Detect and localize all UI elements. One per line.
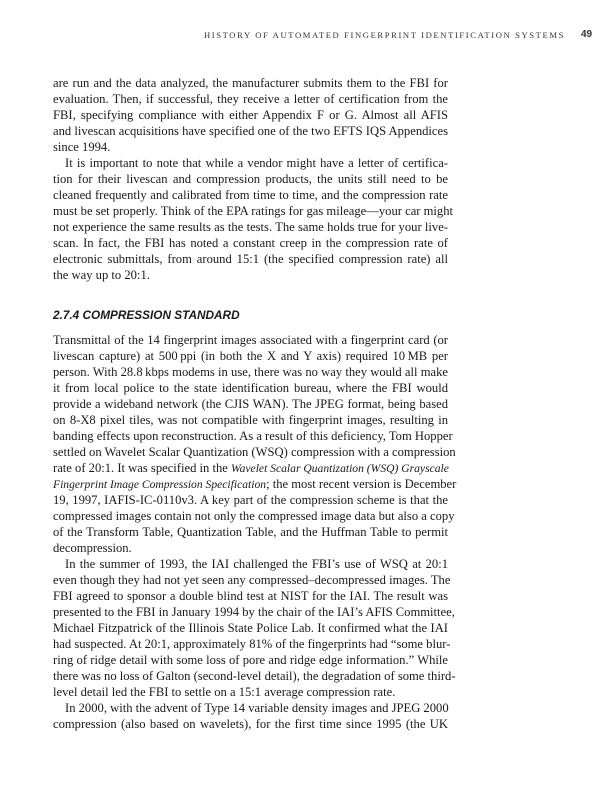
text-run: level detail led the FBI to settle on a 15:1 average compression rate.: [53, 685, 396, 699]
text-run: In the summer of 1993, the IAI challenged the FBI’s use of WSQ at 20:1: [65, 557, 448, 571]
paragraph: [53, 155, 454, 283]
text-line: [53, 460, 448, 476]
text-line: [53, 508, 455, 524]
text-line: [53, 588, 448, 604]
text-line: [53, 556, 448, 572]
text-line: [53, 572, 451, 588]
text-run: banding effects upon reconstruction. As a result of this deficiency, Tom Hopper: [53, 429, 453, 443]
text-line: [53, 700, 448, 716]
text-run: cleaned frequently and calibrated from time to time, and the compression rate: [53, 188, 448, 202]
text-line: [53, 187, 448, 203]
text-line: [53, 636, 451, 652]
text-run: person. With 28.8 kbps modems in use, there was no way they would all make: [53, 365, 448, 379]
text-run: provide a wideband network (the CJIS WAN). The JPEG format, being based: [53, 397, 448, 411]
text-line: [53, 684, 448, 700]
text-run: the way up to 20:1.: [53, 268, 150, 282]
text-run: ; the most recent version is December: [266, 477, 457, 491]
text-run: scan. In fact, the FBI has noted a constant creep in the compression rate of: [53, 236, 448, 250]
section-heading: 2.7.4 COMPRESSION STANDARD: [53, 308, 240, 322]
text-line: [53, 364, 448, 380]
text-run: not experience the same results as the tests. The same holds true for your live-: [53, 220, 448, 234]
text-line: [53, 203, 454, 219]
text-line: [53, 171, 448, 187]
text-line: [53, 540, 448, 556]
body-text-top: [53, 75, 454, 283]
text-run: since 1994.: [53, 140, 111, 154]
text-run: it from local police to the state identification bureau, where the FBI would: [53, 381, 448, 395]
text-line: [53, 412, 448, 428]
text-run: and livescan acquisitions have specified one of the two EFTS IQS Appendices: [53, 124, 448, 138]
text-run: compression (also based on wavelets), for the first time since 1995 (the UK: [53, 717, 448, 731]
text-line: [53, 444, 456, 460]
paragraph: [53, 700, 448, 732]
paragraph: [53, 556, 456, 700]
text-line: [53, 267, 448, 283]
text-line: [53, 668, 456, 684]
text-run: It is important to note that while a vendor might have a letter of certifica-: [65, 156, 448, 170]
text-line: [53, 91, 448, 107]
text-run: even though they had not yet seen any compressed–decompressed images. The: [53, 573, 451, 587]
text-line: [53, 107, 448, 123]
italic-title: Wavelet Scalar Quantization (WSQ) Grayscale: [231, 462, 449, 475]
text-line: [53, 332, 448, 348]
text-run: tion for their livescan and compression products, the units still need to be: [53, 172, 448, 186]
text-run: evaluation. Then, if successful, they receive a letter of certification from the: [53, 92, 448, 106]
text-run: In 2000, with the advent of Type 14 variable density images and JPEG 2000: [65, 701, 449, 715]
text-run: are run and the data analyzed, the manufacturer submits them to the FBI for: [53, 76, 448, 90]
text-run: presented to the FBI in January 1994 by the chair of the IAI’s AFIS Committee,: [53, 605, 455, 619]
text-run: settled on Wavelet Scalar Quantization (WSQ) compression with a compression: [53, 445, 456, 459]
text-run: FBI, specifying compliance with either Appendix F or G. Almost all AFIS: [53, 108, 448, 122]
text-run: there was no loss of Galton (second-level detail), the degradation of some third-: [53, 669, 456, 683]
text-run: 19, 1997, IAFIS-IC-0110v3. A key part of the compression scheme is that the: [53, 493, 448, 507]
text-line: [53, 604, 455, 620]
text-run: on 8-X8 pixel tiles, was not compatible with fingerprint images, resulting in: [53, 413, 448, 427]
text-run: livescan capture) at 500 ppi (in both the X and Y axis) required 10 MB per: [53, 349, 448, 363]
text-line: [53, 716, 448, 732]
italic-title: Fingerprint Image Compression Specification: [53, 478, 267, 491]
text-run: rate of 20:1. It was specified in the: [53, 461, 232, 475]
text-run: ring of ridge detail with some loss of pore and ridge edge information.” While: [53, 653, 448, 667]
text-run: Transmittal of the 14 fingerprint images associated with a fingerprint card (or: [53, 333, 448, 347]
text-run: FBI agreed to sponsor a double blind test at NIST for the IAI. The result was: [53, 589, 448, 603]
paragraph: [53, 75, 448, 155]
paragraph: [53, 332, 457, 556]
text-run: must be set properly. Think of the EPA ratings for gas mileage—your car might: [53, 204, 454, 218]
text-run: decompression.: [53, 541, 132, 555]
text-line: [53, 380, 448, 396]
text-line: [53, 219, 448, 235]
body-text-bottom: [53, 332, 457, 732]
text-line: [53, 428, 453, 444]
text-line: [53, 123, 448, 139]
text-run: Michael Fitzpatrick of the Illinois State Police Lab. It confirmed what the IAI: [53, 621, 448, 635]
text-line: [53, 75, 448, 91]
text-line: [53, 139, 448, 155]
running-header-title: HISTORY OF AUTOMATED FINGERPRINT IDENTIFICATION SYSTEMS: [203, 30, 565, 40]
text-line: [53, 251, 448, 267]
text-line: [53, 476, 457, 492]
text-line: [53, 155, 448, 171]
page-number: 49: [581, 29, 593, 40]
text-line: [53, 235, 448, 251]
text-line: [53, 620, 448, 636]
text-line: [53, 492, 448, 508]
text-run: compressed images contain not only the compressed image data but also a copy: [53, 509, 455, 523]
text-line: [53, 652, 448, 668]
text-line: [53, 524, 448, 540]
text-line: [53, 396, 448, 412]
text-run: had suspected. At 20:1, approximately 81% of the fingerprints had “some blur-: [53, 637, 451, 651]
text-run: of the Transform Table, Quantization Table, and the Huffman Table to permit: [53, 525, 448, 539]
text-line: [53, 348, 448, 364]
text-run: electronic submittals, from around 15:1 (the specified compression rate) all: [53, 252, 448, 266]
